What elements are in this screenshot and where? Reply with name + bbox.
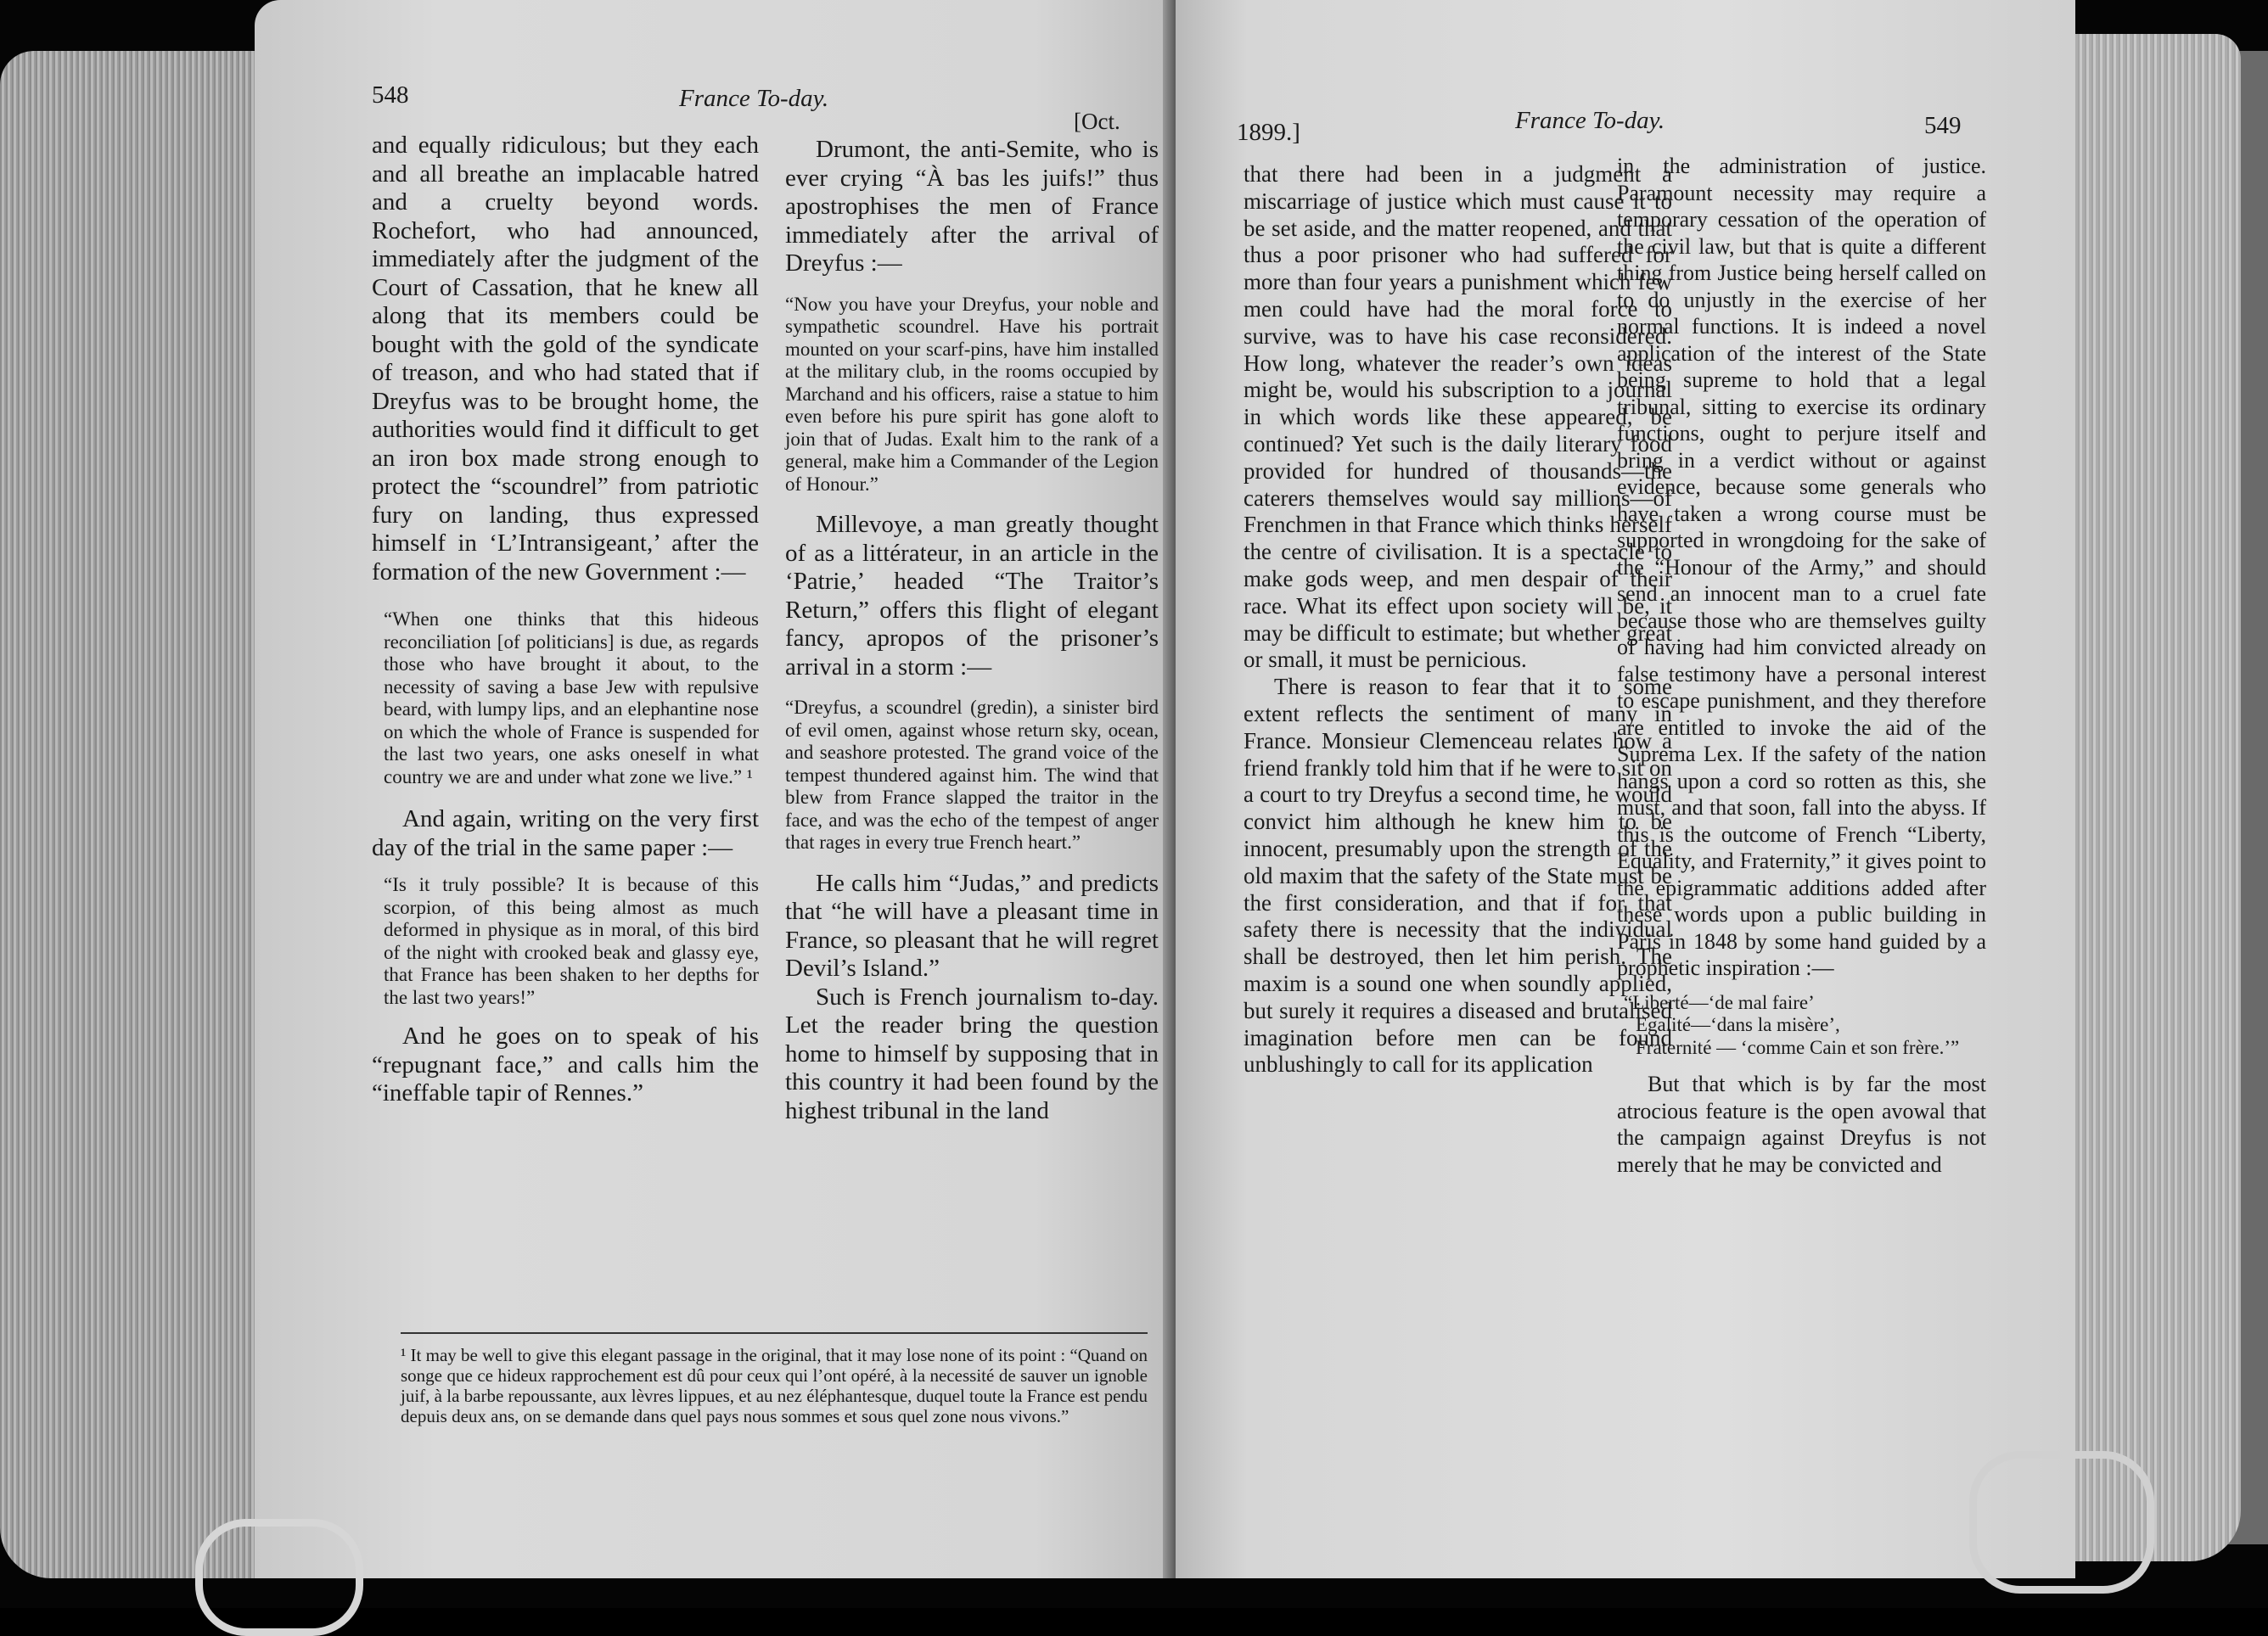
block-quote: “Now you have your Dreyfus, your noble and sympathetic scoundrel. Have his portrait mounted on your scarf-pins, have him installed at the military club, in the rooms occupied by Marchand and his officers, raise a statue to him even before his pure spirit has gone aloft to join that of Judas. Exalt him to the rank of a general, make him a Commander of the Legion of Honour.”	[785, 293, 1159, 495]
block-quote: “When one thinks that this hideous reconciliation [of politicians] is due, as regards those who have brought it about, to the necessity of saving a base Jew with repulsive beard, with lumpy lips, and an elephantine nose on which the whole of France is suspended for the last two years, one asks oneself in what country we are and under what zone we live.” ¹	[384, 608, 759, 787]
left-column-1	[372, 132, 759, 1108]
page-clip-left	[195, 1519, 363, 1636]
verse-line: Egalité—‘dans la misère’,	[1636, 1014, 1840, 1035]
verse-quote	[1624, 992, 1986, 1060]
block-quote: “Is it truly possible? It is because of this scorpion, of this being almost as much deformed in physique as in moral, of this bird of the night with crooked beak and glassy eye, that France has been shaken to her depths for the last two years!”	[384, 874, 759, 1008]
paragraph: And again, writing on the very first day of the trial in the same paper :—	[372, 805, 759, 861]
running-title-left: France To-day.	[679, 85, 829, 112]
paragraph: Drumont, the anti-Semite, who is ever crying “À bas les juifs!” thus apostrophises the men of France immediately after the arrival of Dreyfus :—	[785, 136, 1159, 277]
paragraph: Millevoye, a man greatly thought of as a littérateur, in an article in the ‘Patrie,’ headed “The Traitor’s Return,” offers this flight of elegant fancy, apropos of the prisoner’s arrival in a storm :—	[785, 511, 1159, 681]
verse-line: Fraternité — ‘comme Cain et son frère.’”	[1636, 1036, 1960, 1058]
footnote: ¹ It may be well to give this elegant passage in the original, that it may lose none of its point : “Quand on songe que ce hideux rapprochement est dû pour ceux qui l’ont opéré, à la necessité de sauver un ignoble juif, à la barbe repoussante, aux lèvres lippues, et au nez éléphantesque, duquel toute la France est pendu depuis deux ans, on se demande dans quel pays nous sommes et sous quel zone nous vivons.”	[401, 1345, 1148, 1426]
right-column-1	[1243, 161, 1672, 1079]
running-title-right: France To-day.	[1515, 107, 1665, 134]
left-page	[255, 0, 1171, 1578]
paragraph: in the administration of justice. Paramount necessity may require a temporary cessation of the operation of the civil law, but that is quite a different thing from Justice being herself called on to do unjustly in the exercise of her normal functions. It is indeed a novel application of the interest of the State being supreme to hold that a legal tribunal, sitting to exercise its ordinary functions, ought to perjure itself and bring in a verdict without or against evidence, because some generals who have taken a wrong course must be supported in wrongdoing for the sake of the “Honour of the Army,” and should send an innocent man to a cruel fate because those who are themselves guilty of having had him convicted already on false testimony have a personal interest to escape punishment, and they therefore are entitled to invoke the aid of the Suprema Lex. If the safety of the nation hangs upon a cord so rotten as this, she must, and that soon, fall into the abyss. If this is the outcome of French “Liberty, Equality, and Fraternity,” it gives point to the epigrammatic additions added after these words upon a public building in Paris in 1848 by some hand guided by a prophetic inspiration :—	[1617, 154, 1986, 980]
footnote-rule	[401, 1332, 1148, 1334]
paragraph: Such is French journalism to-day. Let the reader bring the question home to himself by supposing that in this country it had been found by the highest tribunal in the land	[785, 983, 1159, 1124]
right-column-2	[1617, 153, 1986, 1178]
page-number-left: 548	[372, 81, 409, 109]
book-page-edges-left	[0, 51, 280, 1578]
verse-line: “Liberté—‘de mal faire’	[1624, 991, 1815, 1013]
date-mark-left: [Oct.	[1074, 109, 1120, 134]
paragraph: But that which is by far the most atrocious feature is the open avowal that the campaign against Dreyfus is not merely that he may be convicted and	[1617, 1072, 1986, 1177]
paragraph: and equally ridiculous; but they each and all breathe an implacable hatred and a cruelty beyond words. Rochefort, who had announced, immediately after the judgment of the Court of Cassation, that he knew all along that its members could be bought with the gold of the syndicate of treason, and who had stated that if Dreyfus was to be brought home, the authorities would find it difficult to get an iron box made strong enough to protect the “scoundrel” from patriotic fury on landing, thus expressed himself in ‘L’Intransigeant,’ after the formation of the new Government :—	[372, 132, 759, 585]
paragraph: that there had been in a judgment a miscarriage of justice which must cause it to be set aside, and the matter reopened, and that thus a poor prisoner who had suffered for more than four years a punishment which few men could have had the moral force to survive, was to have his case reconsidered. How long, whatever the reader’s own ideas might be, would his subscription to a journal in which words like these appeared, be continued? Yet such is the daily literary food provided for hundred of thousands—the caterers themselves would say millions—of Frenchmen in that France which thinks herself the centre of civilisation. It is a spectacle to make gods weep, and men despair of their race. What its effect upon society will be, it may be difficult to estimate; but whether great or small, it must be pernicious.	[1243, 161, 1672, 673]
paragraph: He calls him “Judas,” and predicts that “he will have a pleasant time in France, so pleasant that he will regret Devil’s Island.”	[785, 869, 1159, 982]
left-column-2	[785, 136, 1159, 1125]
page-number-right: 549	[1924, 112, 1962, 139]
paragraph: And he goes on to speak of his “repugnant face,” and calls him the “ineffable tapir of Rennes.”	[372, 1022, 759, 1107]
date-mark-right: 1899.]	[1237, 119, 1300, 146]
paragraph: There is reason to fear that it to some extent reflects the sentiment of many in France. Monsieur Clemenceau relates how a friend frankly told him that if he were to sit on a court to try Dreyfus a second time, he would convict him although he knew him to be innocent, presumably upon the strength of the old maxim that the safety of the State must be the first consideration, and that if for that safety there is necessity that the individual shall be destroyed, then let him perish. The maxim is a sound one when soundly applied, but surely it requires a diseased and brutalised imagination before men can be found unblushingly to call for its application	[1243, 674, 1672, 1078]
block-quote: “Dreyfus, a scoundrel (gredin), a sinister bird of evil omen, against whose return sky, ocean, and seashore protested. The grand voice of the tempest thundered against him. The wind that blew from France slapped the traitor in the face, and was the echo of the tempest of anger that rages in every true French heart.”	[785, 697, 1159, 853]
page-clip-right	[1969, 1451, 2154, 1594]
right-page	[1176, 0, 2075, 1578]
